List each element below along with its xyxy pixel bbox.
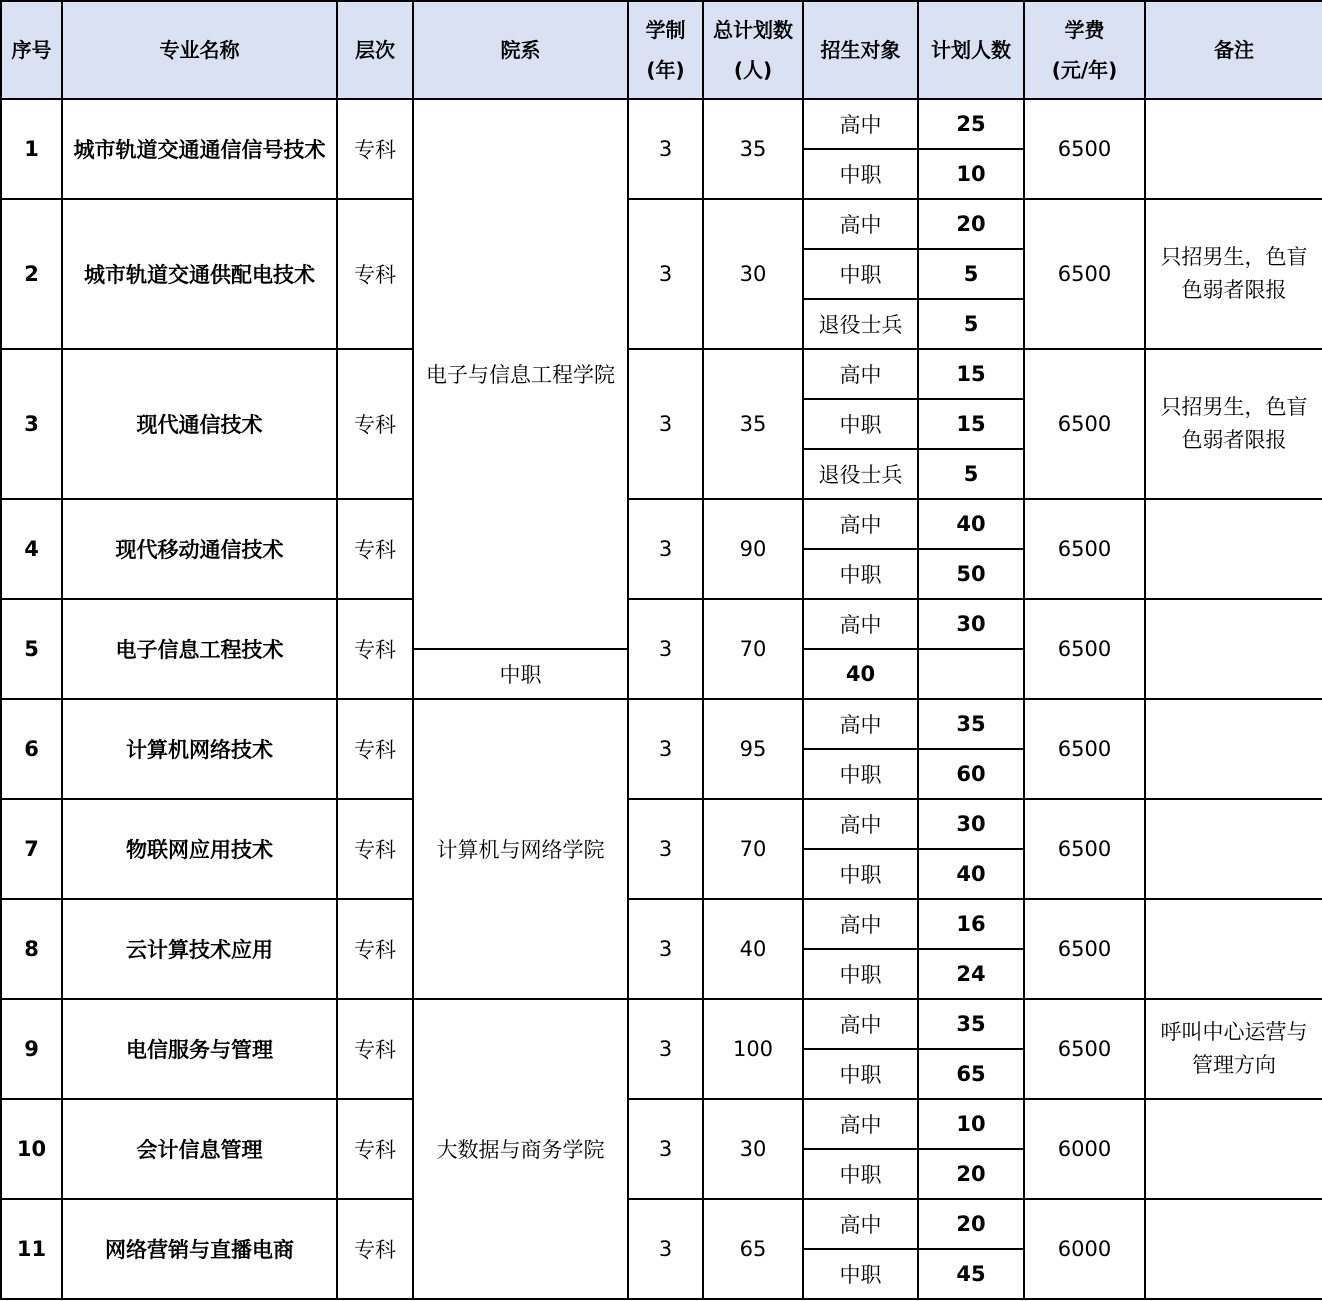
row-target: 中职 — [803, 749, 918, 799]
row-fee: 6500 — [1024, 99, 1145, 199]
row-target: 中职 — [803, 949, 918, 999]
row-plan: 60 — [918, 749, 1024, 799]
row-seq: 10 — [1, 1099, 62, 1199]
row-major: 城市轨道交通通信信号技术 — [62, 99, 337, 199]
row-level: 专科 — [337, 999, 413, 1099]
row-level: 专科 — [337, 1199, 413, 1299]
row-seq: 4 — [1, 499, 62, 599]
row-duration: 3 — [628, 799, 703, 899]
row-total: 100 — [703, 999, 803, 1099]
row-plan: 50 — [918, 549, 1024, 599]
row-target: 高中 — [803, 899, 918, 949]
row-fee: 6500 — [1024, 899, 1145, 999]
row-target: 高中 — [803, 499, 918, 549]
row-plan: 20 — [918, 1149, 1024, 1199]
row-note — [1145, 499, 1322, 599]
row-level: 专科 — [337, 349, 413, 499]
row-plan: 15 — [918, 399, 1024, 449]
row-target: 高中 — [803, 699, 918, 749]
row-seq: 2 — [1, 199, 62, 349]
header-duration — [628, 1, 703, 99]
row-plan: 20 — [918, 199, 1024, 249]
row-duration: 3 — [628, 699, 703, 799]
dept-cell: 计算机与网络学院 — [413, 699, 628, 999]
row-plan: 10 — [918, 1099, 1024, 1149]
header-target: 招生对象 — [803, 1, 918, 99]
row-fee: 6500 — [1024, 199, 1145, 349]
row-note — [1145, 799, 1322, 899]
row-duration: 3 — [628, 99, 703, 199]
row-target: 高中 — [803, 99, 918, 149]
row-target: 高中 — [803, 1199, 918, 1249]
row-target: 中职 — [803, 149, 918, 199]
table-row — [1, 1199, 1322, 1249]
row-note-line2: 色弱者限报 — [1181, 278, 1287, 302]
table-row — [1, 999, 1322, 1049]
row-seq: 7 — [1, 799, 62, 899]
row-duration: 3 — [628, 999, 703, 1099]
row-total: 65 — [703, 1199, 803, 1299]
row-note — [1145, 1099, 1322, 1199]
row-major: 物联网应用技术 — [62, 799, 337, 899]
row-seq: 8 — [1, 899, 62, 999]
row-seq: 11 — [1, 1199, 62, 1299]
row-note-line1: 只招男生，色盲 — [1160, 245, 1308, 269]
row-plan: 5 — [918, 249, 1024, 299]
row-level: 专科 — [337, 199, 413, 349]
row-total: 30 — [703, 1099, 803, 1199]
table-row — [1, 699, 1322, 749]
table-row — [1, 349, 1322, 399]
table-row — [1, 1099, 1322, 1149]
row-level: 专科 — [337, 899, 413, 999]
row-total: 90 — [703, 499, 803, 599]
row-major: 云计算技术应用 — [62, 899, 337, 999]
row-note-line2: 管理方向 — [1192, 1053, 1276, 1077]
row-plan: 16 — [918, 899, 1024, 949]
row-level: 专科 — [337, 699, 413, 799]
row-target: 中职 — [803, 1249, 918, 1299]
row-major: 现代通信技术 — [62, 349, 337, 499]
dept-cell: 电子与信息工程学院 — [413, 99, 628, 649]
row-duration: 3 — [628, 1199, 703, 1299]
row-total: 70 — [703, 799, 803, 899]
row-plan: 20 — [918, 1199, 1024, 1249]
row-seq: 5 — [1, 599, 62, 699]
row-target: 高中 — [803, 1099, 918, 1149]
row-seq: 1 — [1, 99, 62, 199]
header-fee — [1024, 1, 1145, 99]
row-target: 高中 — [803, 999, 918, 1049]
row-plan: 10 — [918, 149, 1024, 199]
table-row — [1, 199, 1322, 249]
dept-cell: 大数据与商务学院 — [413, 999, 628, 1299]
row-level: 专科 — [337, 599, 413, 699]
row-major: 计算机网络技术 — [62, 699, 337, 799]
header-fee-line2: (元/年) — [1051, 58, 1118, 82]
header-total-line2: (人) — [733, 58, 773, 82]
table-row — [1, 799, 1322, 849]
row-total: 30 — [703, 199, 803, 349]
header-row — [1, 1, 1322, 99]
row-level: 专科 — [337, 799, 413, 899]
row-note — [1145, 1199, 1322, 1299]
row-major: 网络营销与直播电商 — [62, 1199, 337, 1299]
row-seq: 3 — [1, 349, 62, 499]
row-fee: 6500 — [1024, 499, 1145, 599]
row-target: 退役士兵 — [803, 449, 918, 499]
row-note — [1145, 599, 1322, 699]
header-major: 专业名称 — [62, 1, 337, 99]
row-note — [1145, 699, 1322, 799]
header-seq: 序号 — [1, 1, 62, 99]
header-dept: 院系 — [413, 1, 628, 99]
row-plan: 45 — [918, 1249, 1024, 1299]
row-note-line2: 色弱者限报 — [1181, 428, 1287, 452]
row-note — [1145, 899, 1322, 999]
row-plan: 30 — [918, 799, 1024, 849]
row-target: 中职 — [803, 549, 918, 599]
row-plan: 24 — [918, 949, 1024, 999]
row-plan: 5 — [918, 299, 1024, 349]
row-level: 专科 — [337, 499, 413, 599]
row-plan: 65 — [918, 1049, 1024, 1099]
row-target: 高中 — [803, 349, 918, 399]
header-note: 备注 — [1145, 1, 1322, 99]
row-major: 城市轨道交通供配电技术 — [62, 199, 337, 349]
row-plan: 30 — [918, 599, 1024, 649]
row-major: 会计信息管理 — [62, 1099, 337, 1199]
row-total: 95 — [703, 699, 803, 799]
row-total: 35 — [703, 99, 803, 199]
table-row — [1, 599, 1322, 649]
table-row — [1, 899, 1322, 949]
row-fee: 6000 — [1024, 1199, 1145, 1299]
row-duration: 3 — [628, 499, 703, 599]
row-target: 中职 — [803, 399, 918, 449]
row-fee: 6500 — [1024, 799, 1145, 899]
header-duration-line2: (年) — [646, 58, 685, 82]
row-total: 40 — [703, 899, 803, 999]
row-level: 专科 — [337, 99, 413, 199]
row-major: 电子信息工程技术 — [62, 599, 337, 699]
row-plan: 40 — [803, 649, 918, 699]
row-note-line1: 只招男生，色盲 — [1160, 395, 1308, 419]
row-fee: 6500 — [1024, 699, 1145, 799]
row-target: 中职 — [803, 1149, 918, 1199]
row-target: 退役士兵 — [803, 299, 918, 349]
row-target: 高中 — [803, 799, 918, 849]
row-note — [1145, 999, 1322, 1099]
row-fee: 6000 — [1024, 1099, 1145, 1199]
row-plan: 5 — [918, 449, 1024, 499]
row-fee: 6500 — [1024, 999, 1145, 1099]
row-target: 高中 — [803, 599, 918, 649]
row-plan: 35 — [918, 999, 1024, 1049]
table-row — [1, 99, 1322, 149]
row-plan: 40 — [918, 849, 1024, 899]
row-major: 电信服务与管理 — [62, 999, 337, 1099]
row-total: 70 — [703, 599, 803, 699]
row-plan: 35 — [918, 699, 1024, 749]
row-total: 35 — [703, 349, 803, 499]
row-duration: 3 — [628, 349, 703, 499]
row-plan: 25 — [918, 99, 1024, 149]
row-target: 中职 — [803, 849, 918, 899]
row-note — [1145, 99, 1322, 199]
row-duration: 3 — [628, 599, 703, 699]
header-total — [703, 1, 803, 99]
row-duration: 3 — [628, 1099, 703, 1199]
row-note — [1145, 349, 1322, 499]
header-level: 层次 — [337, 1, 413, 99]
table-row — [1, 499, 1322, 549]
header-total-line1: 总计划数 — [713, 18, 793, 42]
row-seq: 6 — [1, 699, 62, 799]
row-fee: 6500 — [1024, 599, 1145, 699]
row-fee: 6500 — [1024, 349, 1145, 499]
row-target: 中职 — [803, 249, 918, 299]
row-plan: 15 — [918, 349, 1024, 399]
row-note-line1: 呼叫中心运营与 — [1160, 1020, 1308, 1044]
header-plan: 计划人数 — [918, 1, 1024, 99]
row-seq: 9 — [1, 999, 62, 1099]
row-duration: 3 — [628, 199, 703, 349]
row-target: 中职 — [413, 649, 628, 699]
header-fee-line1: 学费 — [1064, 18, 1105, 42]
row-target: 中职 — [803, 1049, 918, 1099]
row-note — [1145, 199, 1322, 349]
row-target: 高中 — [803, 199, 918, 249]
row-major: 现代移动通信技术 — [62, 499, 337, 599]
row-level: 专科 — [337, 1099, 413, 1199]
header-duration-line1: 学制 — [645, 18, 686, 42]
row-duration: 3 — [628, 899, 703, 999]
row-plan: 40 — [918, 499, 1024, 549]
